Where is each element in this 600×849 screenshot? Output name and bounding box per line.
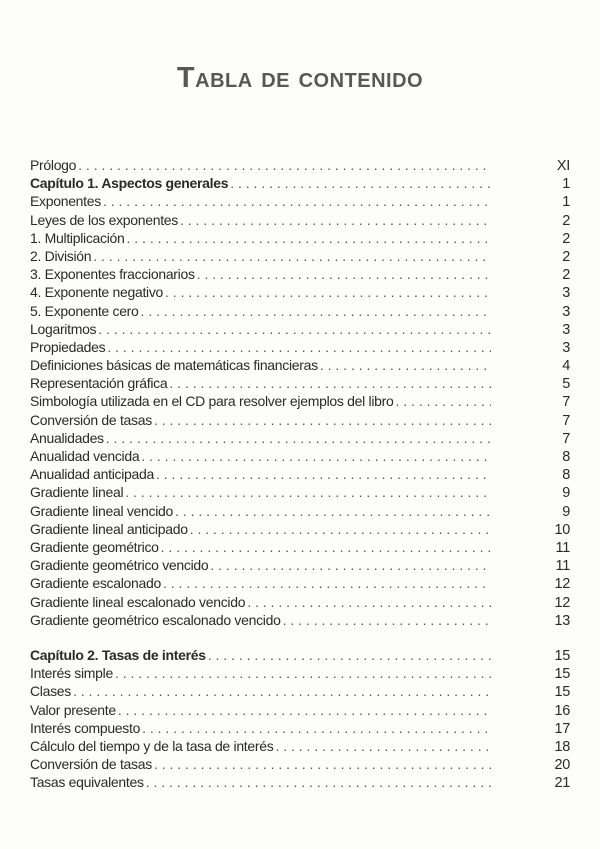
leader-dots <box>175 502 491 520</box>
toc-entry <box>30 465 570 483</box>
toc-section-chapter-1 <box>30 156 570 629</box>
leader-dots <box>247 593 491 611</box>
toc-page-number: 8 <box>562 467 570 484</box>
toc-page-number: 12 <box>554 594 570 611</box>
toc-entry <box>30 429 570 447</box>
toc-entry-label: Capítulo 2. Tasas de interés <box>30 647 206 663</box>
leader-dots <box>180 211 491 229</box>
toc-page-number: 15 <box>554 666 570 683</box>
toc-entry-label: Valor presente <box>30 701 116 718</box>
toc-entry-label: Anualidad anticipada <box>30 466 154 483</box>
toc-entry <box>30 737 570 755</box>
leader-dots <box>106 429 491 447</box>
toc-entry-label: Conversión de tasas <box>30 756 152 773</box>
toc-page-number: 17 <box>554 720 570 737</box>
toc-page-number: 2 <box>562 267 570 284</box>
toc-entry <box>30 192 570 210</box>
leader-dots <box>154 411 491 429</box>
leader-dots <box>156 465 491 483</box>
leader-dots <box>141 302 491 320</box>
toc-entry-label: Prólogo <box>30 157 77 173</box>
toc-entry <box>30 265 570 283</box>
leader-dots <box>78 156 491 174</box>
leader-dots <box>320 356 491 374</box>
toc-entry-label: Gradiente geométrico vencido <box>30 557 209 574</box>
toc-entry-label: 2. División <box>30 247 92 264</box>
toc-entry-label: Gradiente lineal anticipado <box>30 520 188 537</box>
leader-dots <box>283 611 491 629</box>
leader-dots <box>141 447 491 465</box>
toc-entry-label: Gradiente geométrico escalonado vencido <box>30 611 281 628</box>
toc-entry-label: Clases <box>30 683 71 700</box>
toc-page-number: 2 <box>562 230 570 247</box>
leader-dots <box>165 283 491 301</box>
toc-entry-label: Interés compuesto <box>30 719 141 736</box>
toc-page-number: 2 <box>562 248 570 265</box>
toc-page-number: 15 <box>554 684 570 701</box>
leader-dots <box>118 701 491 719</box>
leader-dots <box>395 392 491 410</box>
toc-entry <box>30 664 570 682</box>
leader-dots <box>107 338 491 356</box>
toc-entry-label: Representación gráfica <box>30 375 168 392</box>
leader-dots <box>125 483 491 501</box>
toc-entry <box>30 701 570 719</box>
leader-dots <box>146 773 491 791</box>
leader-dots <box>208 646 491 664</box>
toc-page-number: 16 <box>554 702 570 719</box>
toc-entry <box>30 483 570 501</box>
toc-entry-label: Exponentes <box>30 193 101 210</box>
toc-entry <box>30 773 570 791</box>
leader-dots <box>98 320 491 338</box>
toc-entry-label: Conversión de tasas <box>30 411 152 428</box>
toc-entry <box>30 502 570 520</box>
toc-page-number: 15 <box>554 648 570 664</box>
toc-page-number: 4 <box>562 358 570 375</box>
toc-entry-label: Tasas equivalentes <box>30 774 144 791</box>
toc-entry <box>30 356 570 374</box>
toc-page-number: 9 <box>562 503 570 520</box>
leader-dots <box>115 664 491 682</box>
toc-entry-label: Gradiente lineal escalonado vencido <box>30 593 246 610</box>
toc-entry-label: 5. Exponente cero <box>30 302 139 319</box>
toc-entry <box>30 374 570 392</box>
toc-page-number: 8 <box>562 449 570 465</box>
toc-page-number: 5 <box>562 376 570 393</box>
toc-page-number: 3 <box>562 321 570 338</box>
toc-section-chapter-2 <box>30 646 570 792</box>
toc-entry <box>30 719 570 737</box>
toc-page-number: 20 <box>554 757 570 774</box>
leader-dots <box>163 574 491 592</box>
toc-page-number: 13 <box>554 612 570 629</box>
toc-entry <box>30 411 570 429</box>
toc-page-number: 7 <box>562 394 570 411</box>
toc-entry-label: Anualidades <box>30 429 104 446</box>
toc-entry <box>30 520 570 538</box>
toc-entry-label: 3. Exponentes fraccionarios <box>30 266 195 283</box>
toc-entry <box>30 302 570 320</box>
toc-page-number: 2 <box>562 212 570 229</box>
leader-dots <box>73 682 491 700</box>
toc-entry <box>30 211 570 229</box>
leader-dots <box>275 737 491 755</box>
toc-page-number: 7 <box>562 412 570 429</box>
toc-entry-label: Interés simple <box>30 665 113 682</box>
toc-page-number: 21 <box>554 775 570 792</box>
leader-dots <box>161 538 491 556</box>
toc-entry <box>30 392 570 410</box>
toc-page-number: 10 <box>554 521 570 538</box>
toc-entry-label: Propiedades <box>30 338 106 355</box>
toc-entry <box>30 593 570 611</box>
toc-entry-label: 4. Exponente negativo <box>30 284 164 301</box>
leader-dots <box>154 755 491 773</box>
toc-entry <box>30 320 570 338</box>
toc-entry <box>30 447 570 465</box>
leader-dots <box>103 192 491 210</box>
toc-entry <box>30 755 570 773</box>
toc-entry-label: Definiciones básicas de matemáticas financieras <box>30 357 318 374</box>
toc-page-number: 11 <box>555 558 570 575</box>
toc-entry-label: Gradiente geométrico <box>30 538 159 555</box>
toc-entry <box>30 338 570 356</box>
toc-entry <box>30 574 570 592</box>
toc-page-number: 11 <box>555 539 570 556</box>
toc-entry-label: Gradiente lineal <box>30 484 124 501</box>
toc-page-number: 9 <box>562 485 570 502</box>
leader-dots <box>142 719 491 737</box>
toc-entry <box>30 611 570 629</box>
leader-dots <box>93 247 491 265</box>
toc-page-number: 3 <box>562 285 570 302</box>
toc-entry <box>30 229 570 247</box>
toc-entry-label: Simbología utilizada en el CD para resolver ejemplos del libro <box>30 393 394 410</box>
leader-dots <box>169 374 491 392</box>
toc-page-number: 3 <box>562 339 570 356</box>
page-title: Tabla de contenido <box>176 62 424 94</box>
toc-entry <box>30 156 570 174</box>
toc-page-number: 3 <box>562 303 570 320</box>
toc-page-number: 1 <box>562 176 570 193</box>
toc-page-number: 12 <box>554 576 570 593</box>
toc-page-number: 7 <box>562 430 570 447</box>
leader-dots <box>127 229 492 247</box>
toc-entry-label: Gradiente escalonado <box>30 575 161 592</box>
leader-dots <box>197 265 491 283</box>
leader-dots <box>230 174 491 192</box>
toc-chapter-entry <box>30 646 570 664</box>
toc-entry-label: Leyes de los exponentes <box>30 211 178 228</box>
toc-entry <box>30 247 570 265</box>
toc-page-number: 1 <box>562 194 570 211</box>
toc-entry-label: Cálculo del tiempo y de la tasa de interés <box>30 737 274 754</box>
toc-entry-label: Gradiente lineal vencido <box>30 502 174 519</box>
leader-dots <box>210 556 491 574</box>
toc-entry-label: Anualidad vencida <box>30 448 140 464</box>
leader-dots <box>190 520 491 538</box>
toc-page-number: XI <box>556 158 570 174</box>
toc-entry-label: Logaritmos <box>30 320 97 337</box>
toc-chapter-entry <box>30 174 570 192</box>
toc-entry <box>30 682 570 700</box>
toc-entry-label: 1. Multiplicación <box>30 229 125 246</box>
toc-entry-label: Capítulo 1. Aspectos generales <box>30 175 229 192</box>
toc-entry <box>30 283 570 301</box>
toc-page-number: 18 <box>554 738 570 755</box>
toc-entry <box>30 556 570 574</box>
toc-entry <box>30 538 570 556</box>
